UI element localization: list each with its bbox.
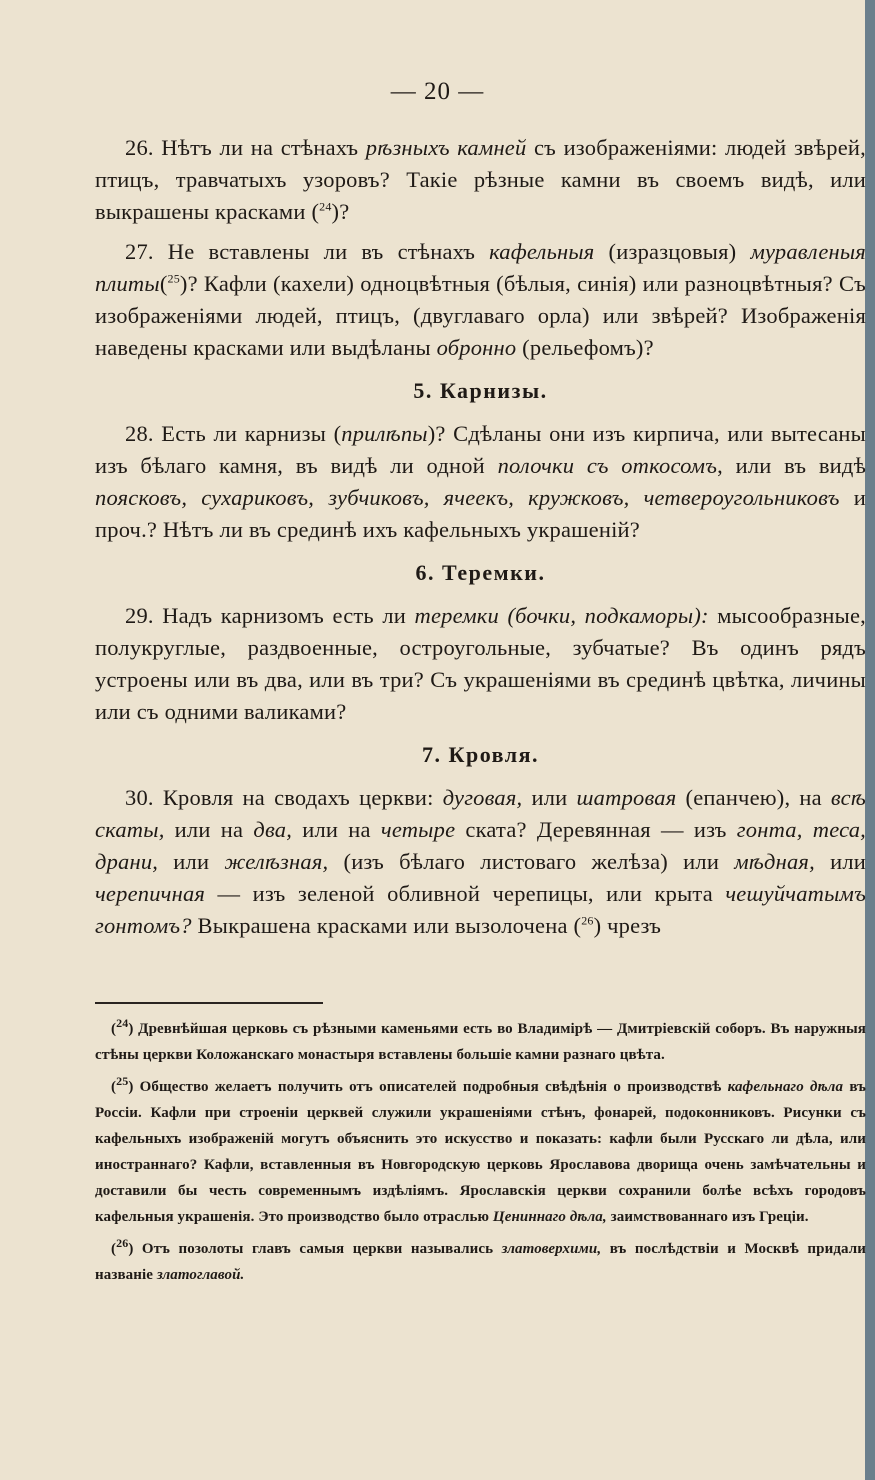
text-run: и проч.? Нѣтъ ли въ срединѣ ихъ кафельныхъ украшеній?	[95, 485, 866, 542]
italic-term: желѣзная,	[224, 849, 329, 874]
italic-term: черепичная	[95, 881, 206, 906]
text-run: (	[111, 1021, 117, 1037]
italic-term: поясковъ, сухариковъ, зубчиковъ, ячеекъ, кружковъ, четвероугольниковъ	[95, 485, 840, 510]
text-run: (	[111, 1241, 117, 1257]
text-run: или на	[292, 817, 381, 842]
footnote-ref: 25	[116, 1074, 129, 1088]
paragraph-p28	[95, 418, 866, 546]
text-run: 27. Не вставлены ли въ стѣнахъ	[125, 239, 490, 264]
text-run: (изразцовыя)	[594, 239, 751, 264]
italic-term: шатровая	[576, 785, 677, 810]
page-number: — 20 —	[390, 78, 485, 105]
footnote-fn24	[95, 1016, 866, 1068]
text-run: (	[159, 271, 168, 296]
italic-term: мѣдная,	[734, 849, 815, 874]
italic-term: два,	[253, 817, 293, 842]
text-run: 26. Нѣтъ ли на стѣнахъ	[125, 135, 366, 160]
paragraph-p30	[95, 782, 866, 942]
italic-term: четыре	[380, 817, 456, 842]
text-run: 30. Кровля на сводахъ церкви:	[125, 785, 443, 810]
paragraph-p27	[95, 236, 866, 364]
text-run: мысообразные, полукруглые, раздвоенные, остроугольные, зубчатые? Въ одинъ рядъ устроены или въ два, или въ три? Съ украшеніями въ срединѣ цвѣтка, личины или съ одними валиками?	[95, 603, 866, 724]
text-run: — изъ зеленой обливной черепицы, или крыта	[205, 881, 726, 906]
footnote-rule	[95, 1002, 323, 1004]
footnote-fn26	[95, 1236, 866, 1288]
text-run: ската? Деревянная — изъ	[455, 817, 737, 842]
italic-term: гонта, теса, драни,	[95, 817, 866, 874]
footnote-ref: 25	[167, 271, 180, 286]
text-run: )? Сдѣланы они изъ кирпича, или вытесаны изъ бѣлаго камня, въ видѣ ли одной	[95, 421, 866, 478]
main-text	[95, 132, 866, 950]
section-heading: 7. Кровля.	[422, 742, 539, 767]
text-run: (	[111, 1079, 117, 1095]
text-run: или	[522, 785, 577, 810]
footnote-ref: 24	[319, 199, 332, 214]
footnotes	[95, 1016, 866, 1294]
text-run: или	[158, 849, 225, 874]
italic-term: дуговая,	[442, 785, 523, 810]
text-run: въ послѣдствіи и Москвѣ придали названіе	[95, 1241, 866, 1283]
italic-term: Цениннаго дѣла,	[492, 1209, 607, 1225]
italic-term: обронно	[436, 335, 517, 360]
italic-term: полочки съ откосомъ	[497, 453, 718, 478]
text-run: ) Общество желаетъ получить отъ описателей подробныя свѣдѣнія о производствѣ	[128, 1079, 728, 1095]
text-run: или	[814, 849, 866, 874]
text-run: или на	[164, 817, 254, 842]
text-run: въ Россіи. Кафли при строеніи церквей служили украшеніями стѣнъ, фонарей, подоконниковъ. Рисунки съ кафельныхъ изображеній могутъ объяснить это искусство и показать: кафли были Русскаго ли дѣла, или иностраннаго? Кафли, вставленныя въ Новгородскую церковь Ярославова дворища очень замѣчательны и доставили бы честь современнымъ издѣліямъ. Ярославскія церкви сохранили болѣе всѣхъ городовъ кафельныя украшенія. Это производство было отраслью	[95, 1079, 866, 1225]
italic-term: теремки (бочки, подкаморы):	[414, 603, 709, 628]
italic-term: всѣ скаты,	[95, 785, 866, 842]
text-run: ) Отъ позолоты главъ самыя церкви назывались	[128, 1241, 502, 1257]
footnote-ref: 24	[116, 1016, 129, 1030]
text-run: )? Кафли (кахели) одноцвѣтныя (бѣлыя, синія) или разноцвѣтныя? Съ изображеніями людей, птицъ, (двуглаваго орла) или звѣрей? Изображенія наведены красками или выдѣланы	[95, 271, 866, 360]
text-run: (изъ бѣлаго листоваго желѣза) или	[328, 849, 735, 874]
italic-term: муравленыя плиты	[95, 239, 866, 296]
page-edge	[865, 0, 875, 1480]
paragraph-p29	[95, 600, 866, 728]
text-run: )?	[331, 199, 350, 224]
footnote-fn25	[95, 1074, 866, 1230]
italic-term: рѣзныхъ камней	[365, 135, 527, 160]
section-heading: 5. Карнизы.	[413, 378, 548, 403]
italic-term: кафельнаго дѣла	[727, 1079, 844, 1095]
text-run: (епанчею), на	[676, 785, 831, 810]
text-run: 29. Надъ карнизомъ есть ли	[125, 603, 415, 628]
text-run: 28. Есть ли карнизы (	[125, 421, 342, 446]
italic-term: кафельныя	[489, 239, 595, 264]
paragraph-p26	[95, 132, 866, 228]
text-run: (рельефомъ)?	[516, 335, 654, 360]
text-run: , или въ видѣ	[717, 453, 866, 478]
italic-term: златоглавой.	[156, 1267, 245, 1283]
text-run: ) чрезъ	[593, 913, 662, 938]
text-run: заимствованнаго изъ Греціи.	[606, 1209, 809, 1225]
italic-term: прилѣпы	[341, 421, 428, 446]
text-run: Выкрашена красками или вызолочена (	[191, 913, 582, 938]
footnote-ref: 26	[116, 1236, 129, 1250]
footnote-ref: 26	[581, 913, 594, 928]
italic-term: чешуйчатымъ гонтомъ?	[95, 881, 866, 938]
section-heading: 6. Теремки.	[415, 560, 546, 585]
text-run: ) Древнѣйшая церковь съ рѣзными каменьями есть во Владимірѣ — Дмитріевскій соборъ. Въ наружныя стѣны церкви Коложанскаго монастыря вставлены большіе камни разнаго цвѣта.	[95, 1021, 866, 1063]
text-run: съ изображеніями: людей звѣрей, птицъ, травчатыхъ узоровъ? Такіе рѣзные камни въ своемъ видѣ, или выкрашены красками (	[95, 135, 866, 224]
italic-term: златоверхими,	[501, 1241, 602, 1257]
